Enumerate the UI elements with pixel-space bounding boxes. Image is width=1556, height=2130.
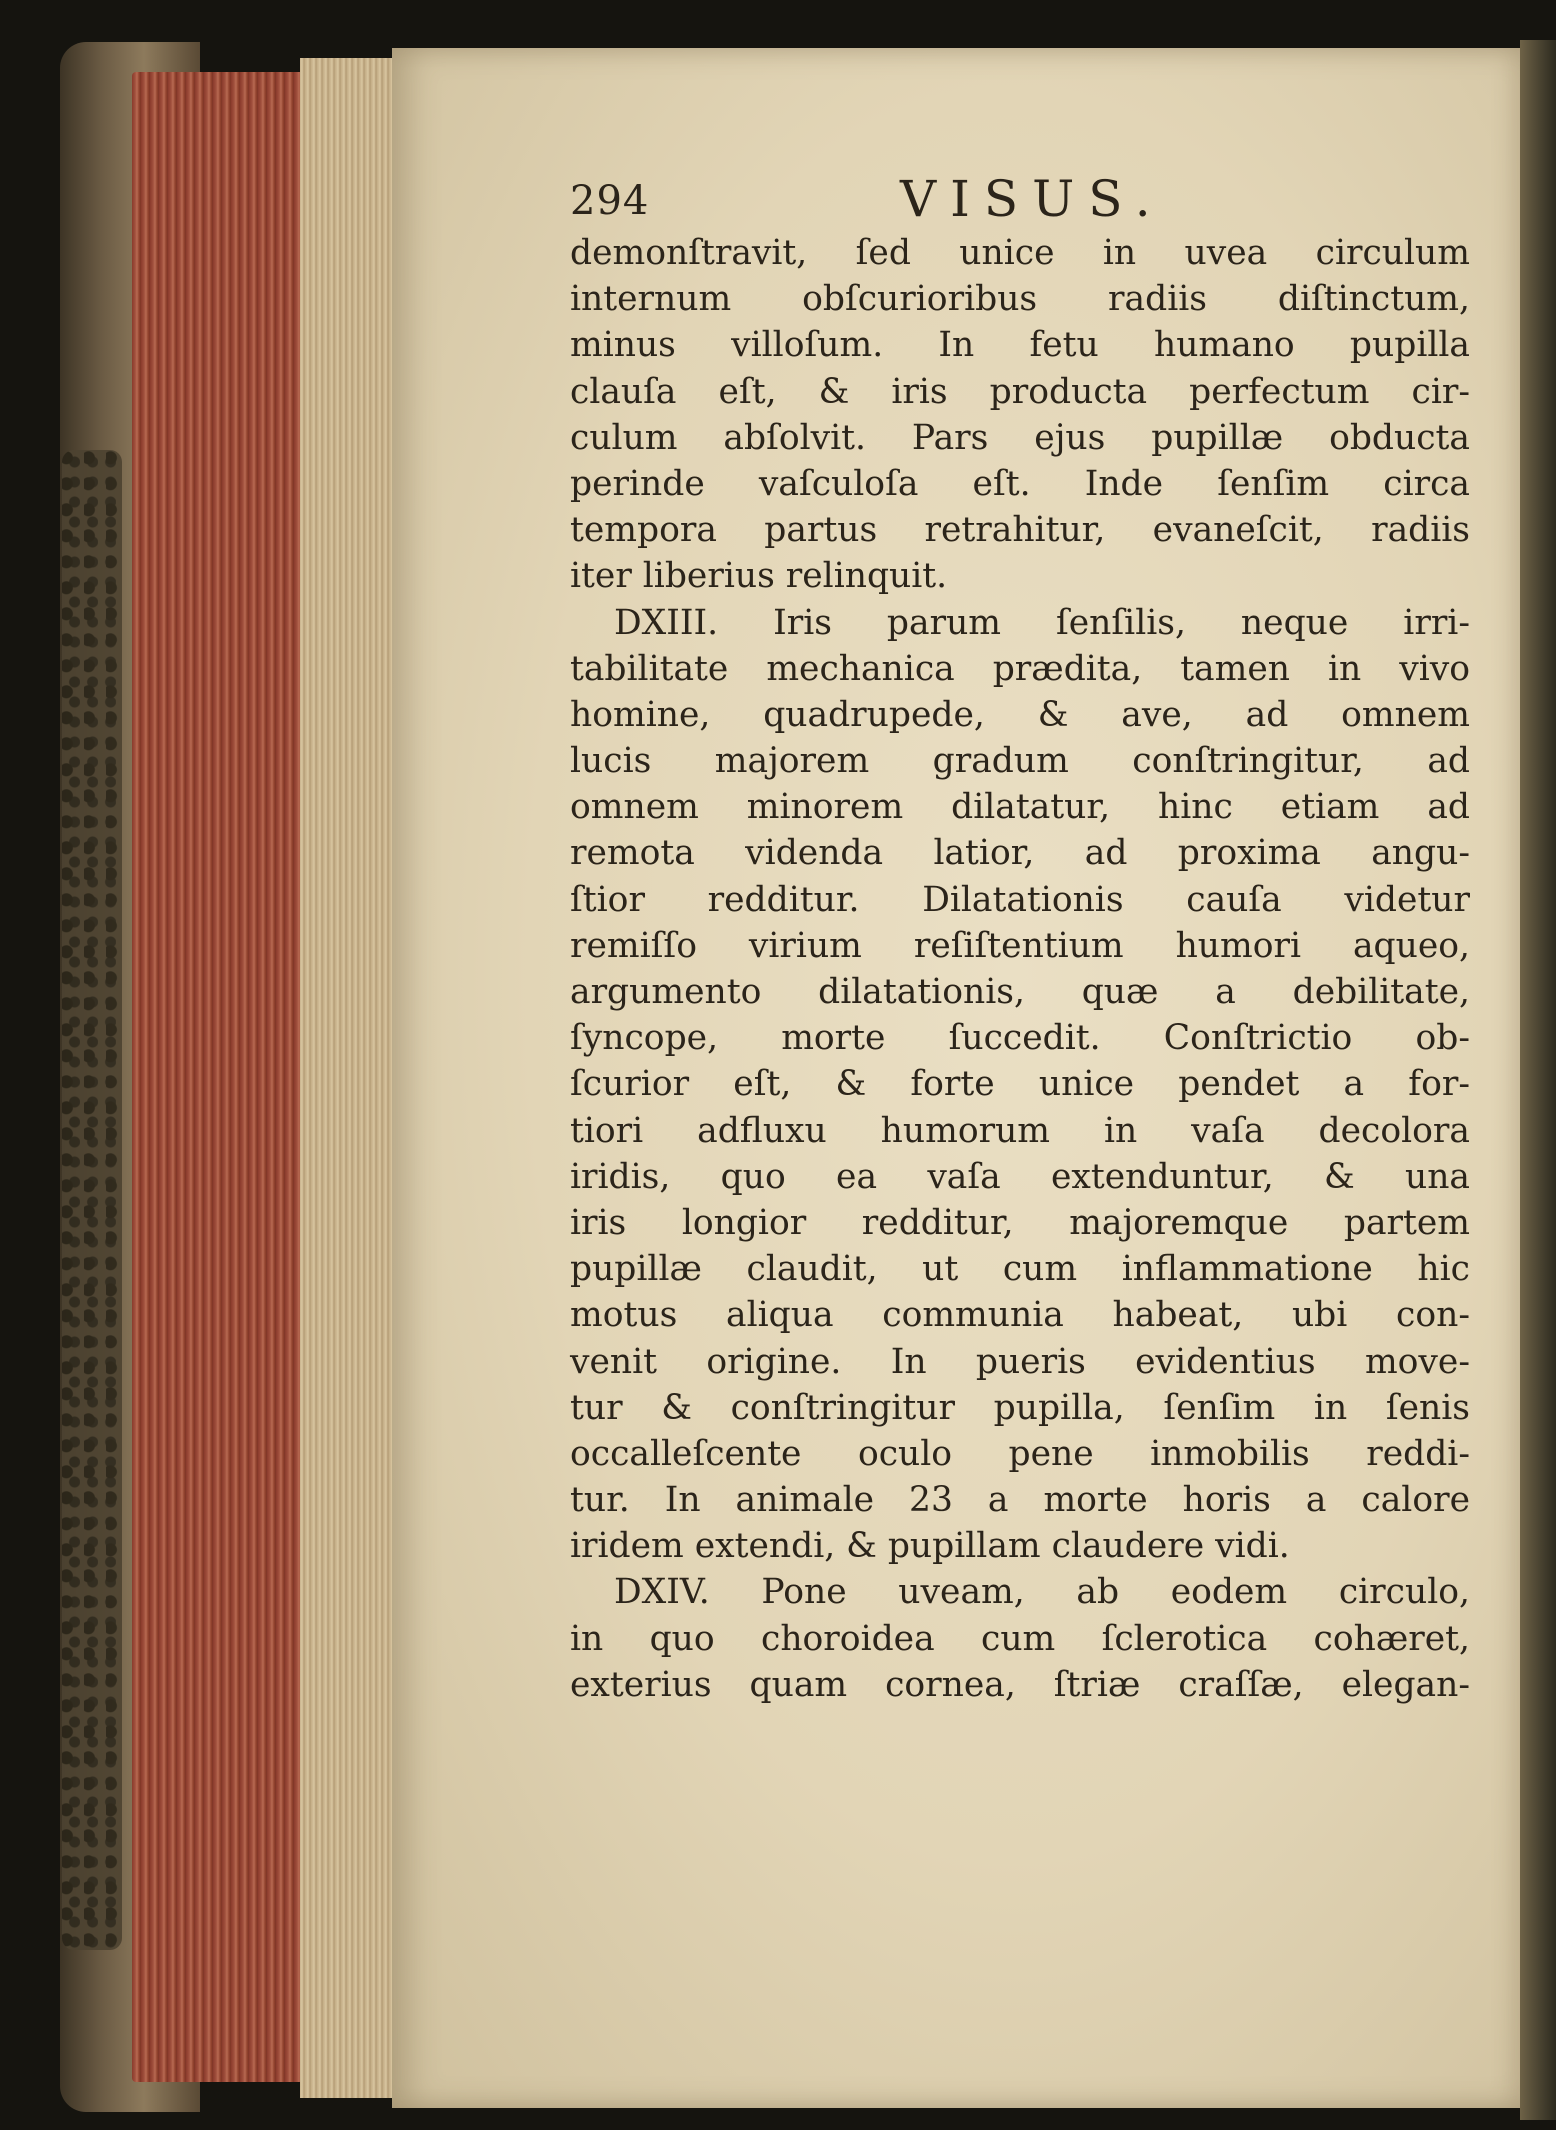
text-line: minus villoſum. In fetu humano pupilla (570, 325, 1470, 366)
text-line: remota videnda latior, ad proxima angu- (570, 833, 1470, 874)
page-number: 294 (570, 178, 650, 224)
page-stack (300, 58, 400, 2098)
text-line: internum obſcurioribus radiis diſtinctum, (570, 279, 1470, 320)
running-head (570, 170, 1470, 230)
text-line: tabilitate mechanica prædita, tamen in vivo (570, 648, 1470, 689)
text-line: motus aliqua communia habeat, ubi con- (570, 1295, 1470, 1336)
text-line: ſcurior eſt, & forte unice pendet a for- (570, 1064, 1470, 1105)
text-line: homine, quadrupede, & ave, ad omnem (570, 694, 1470, 735)
text-line: tur & conſtringitur pupilla, ſenſim in ſenis (570, 1387, 1470, 1428)
text-line: in quo choroidea cum ſclerotica cohæret, (570, 1618, 1470, 1659)
book-gutter (1520, 40, 1556, 2120)
text-line: occalleſcente oculo pene inmobilis reddi- (570, 1433, 1470, 1474)
text-line: demonſtravit, ſed unice in uvea circulum (570, 233, 1470, 273)
text-line: culum abſolvit. Pars ejus pupillæ obducta (570, 417, 1470, 458)
text-line: clauſa eſt, & iris producta perfectum cir- (570, 371, 1470, 412)
page-text-block (570, 170, 1470, 1708)
text-line: lucis majorem gradum conſtringitur, ad (570, 741, 1470, 782)
text-line: argumento dilatationis, quæ a debilitate, (570, 972, 1470, 1012)
paragraph-start-dxiv: DXIV. Pone uveam, ab eodem circulo, (614, 1572, 1470, 1613)
text-line: iris longior redditur, majoremque partem (570, 1202, 1470, 1243)
text-line: pupillæ claudit, ut cum inflammatione hic (570, 1249, 1470, 1290)
text-line: tur. In animale 23 a morte horis a calore (570, 1480, 1470, 1521)
text-line: iridem extendi, & pupillam claudere vidi. (570, 1526, 1290, 1567)
text-line: ſyncope, morte ſuccedit. Conſtrictio ob- (570, 1018, 1470, 1059)
body-text (570, 230, 1470, 1708)
text-line: tiori adfluxu humorum in vaſa decolora (570, 1110, 1470, 1151)
text-line: omnem minorem dilatatur, hinc etiam ad (570, 787, 1470, 828)
text-line: tempora partus retrahitur, evaneſcit, radiis (570, 510, 1470, 551)
text-line: exterius quam cornea, ſtriæ craſſæ, elegan- (570, 1664, 1470, 1705)
running-title: VISUS. (900, 170, 1165, 228)
text-line: perinde vaſculoſa eſt. Inde ſenſim circa (570, 463, 1470, 504)
text-line: venit origine. In pueris evidentius move- (570, 1341, 1470, 1382)
paragraph-start-dxiii: DXIII. Iris parum ſenſilis, neque irri- (614, 602, 1470, 643)
text-line: remiſſo virium reſiſtentium humori aqueo, (570, 925, 1470, 966)
text-line: ſtior redditur. Dilatationis cauſa videtur (570, 879, 1470, 920)
text-line: iter liberius relinquit. (570, 556, 948, 597)
text-line: iridis, quo ea vaſa extenduntur, & una (570, 1156, 1470, 1197)
marbled-cover-texture (62, 450, 122, 1950)
